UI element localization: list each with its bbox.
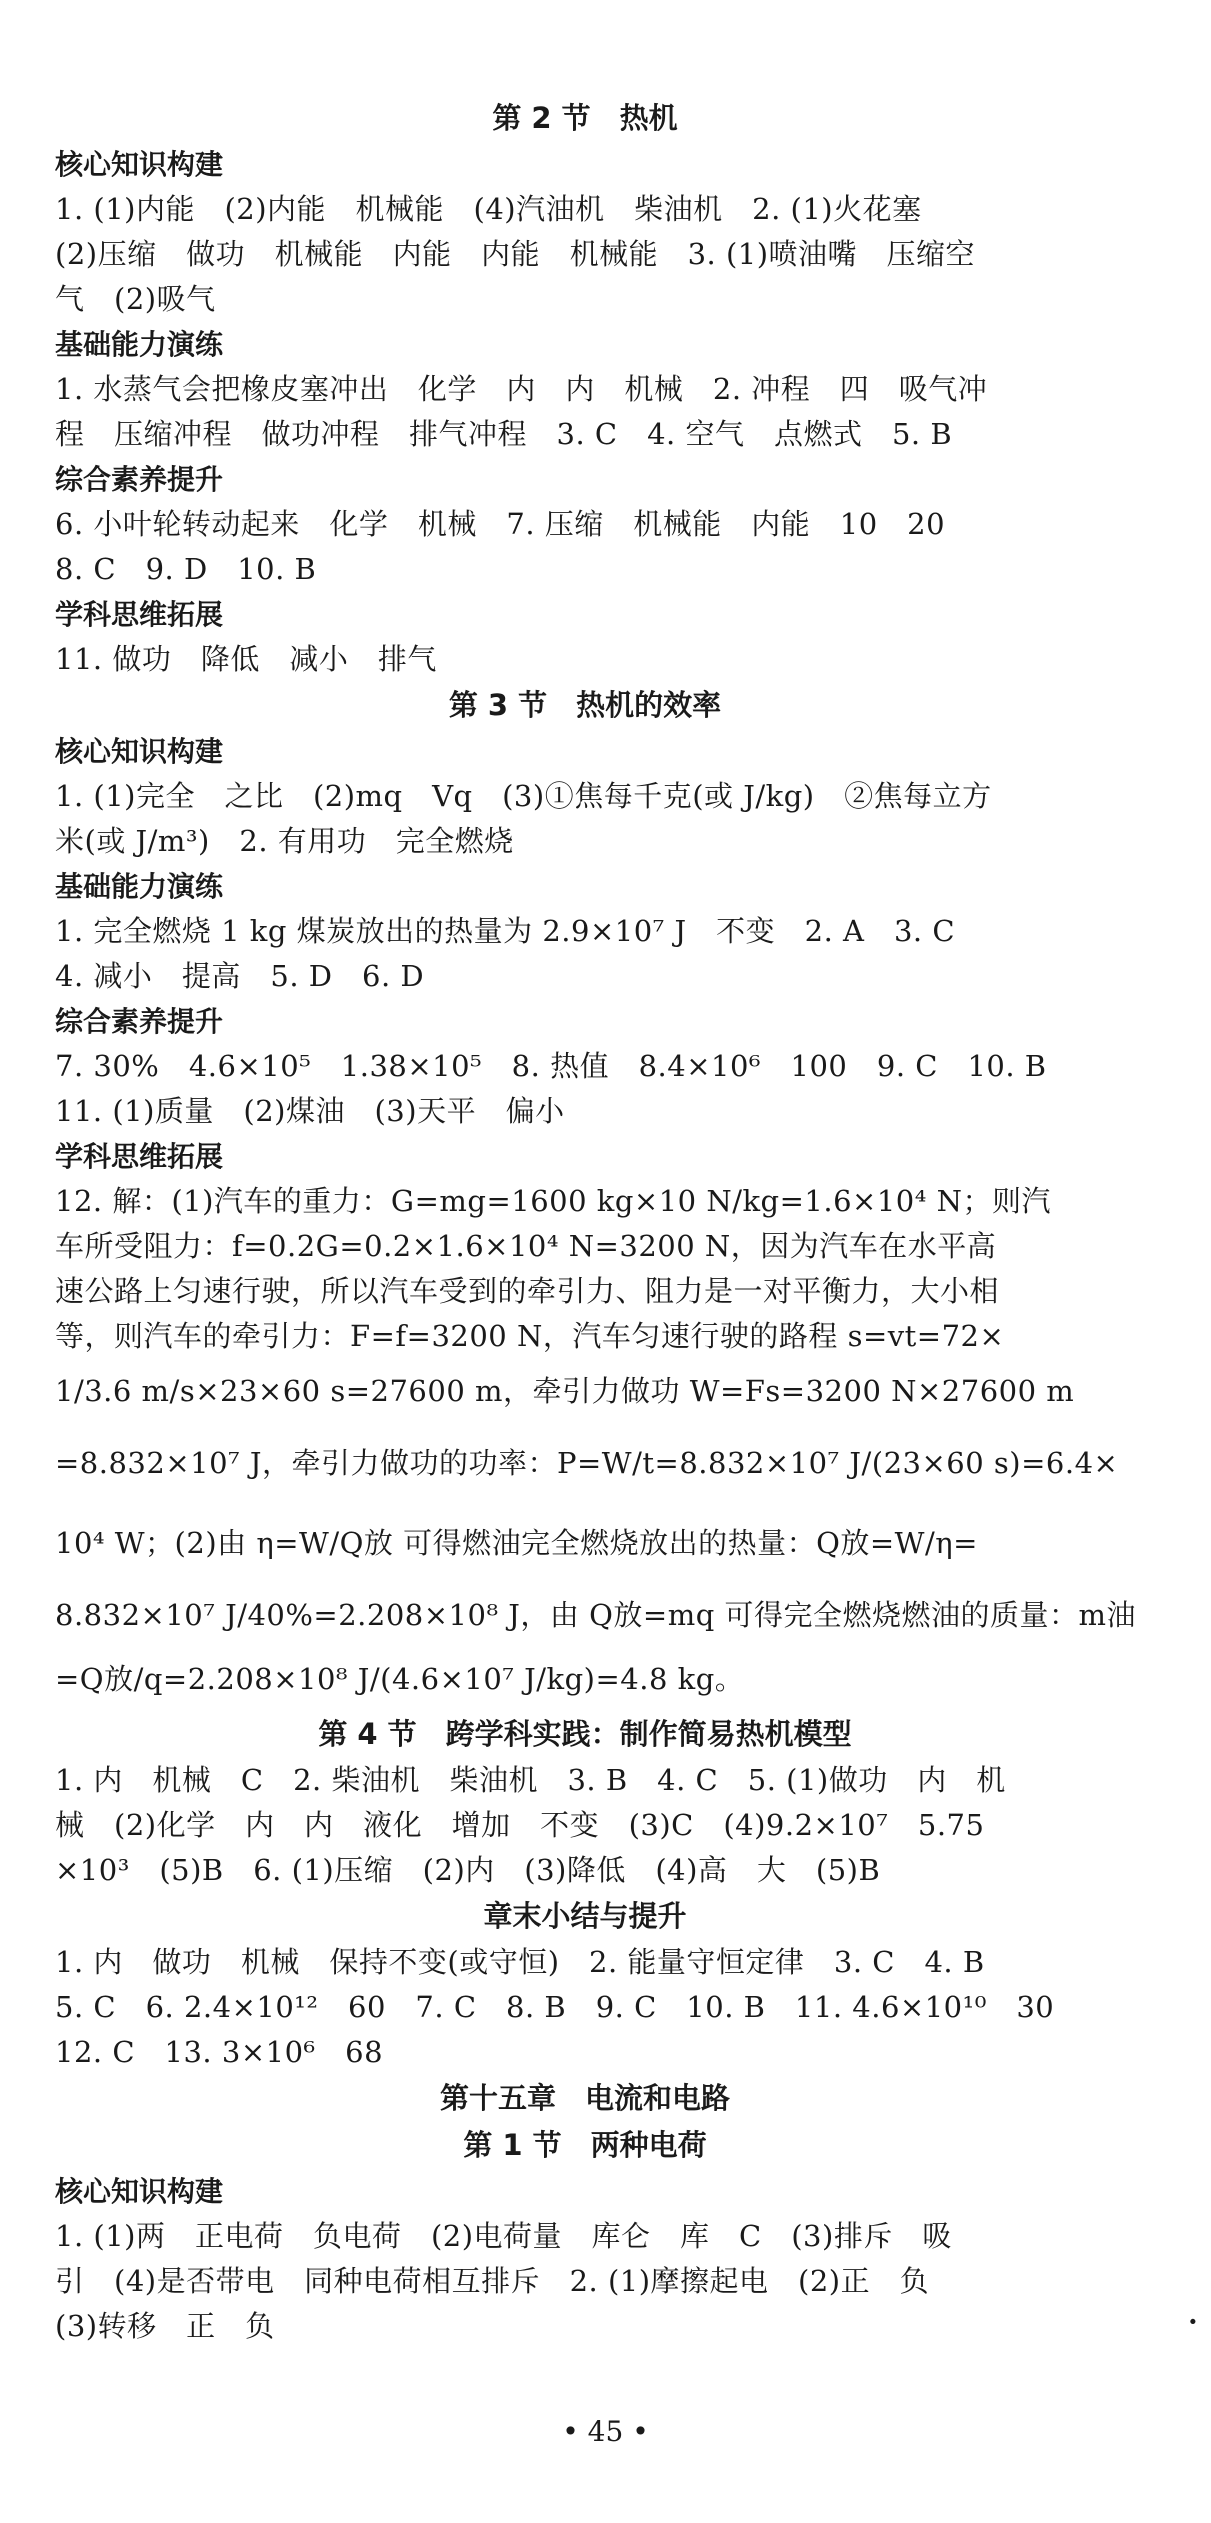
- section-title: 第 2 节 热机: [492, 101, 678, 135]
- subsection-heading: 综合素养提升: [55, 1005, 224, 1038]
- answer-line: 12. 解：(1)汽车的重力：G=mg=1600 kg×10 N/kg=1.6×10⁴ N；则汽: [55, 1184, 1051, 1218]
- section-title: 第 1 节 两种电荷: [463, 2128, 707, 2162]
- answer-line: 1. (1)完全 之比 (2)mq Vq (3)①焦每千克(或 J/kg) ②焦每立方: [55, 779, 992, 813]
- answer-line: 1. 内 做功 机械 保持不变(或守恒) 2. 能量守恒定律 3. C 4. B: [55, 1945, 985, 1979]
- subsection-heading: 核心知识构建: [55, 148, 224, 181]
- answer-line: 12. C 13. 3×10⁶ 68: [55, 2035, 384, 2069]
- answer-line: 8. C 9. D 10. B: [55, 552, 317, 586]
- page-number: • 45 •: [562, 2415, 649, 2448]
- answer-line: =Q放/q=2.208×10⁸ J/(4.6×10⁷ J/kg)=4.8 kg。: [55, 1662, 745, 1696]
- answer-line: 4. 减小 提高 5. D 6. D: [55, 959, 425, 993]
- answer-line: 1. 内 机械 C 2. 柴油机 柴油机 3. B 4. C 5. (1)做功 内 机: [55, 1763, 1006, 1797]
- answer-line: 1. (1)两 正电荷 负电荷 (2)电荷量 库仑 库 C (3)排斥 吸: [55, 2219, 952, 2253]
- subsection-heading: 基础能力演练: [55, 870, 224, 903]
- answer-line: (2)压缩 做功 机械能 内能 内能 机械能 3. (1)喷油嘴 压缩空: [55, 237, 976, 271]
- answer-line: 1. (1)内能 (2)内能 机械能 (4)汽油机 柴油机 2. (1)火花塞: [55, 192, 922, 226]
- answer-line: 引 (4)是否带电 同种电荷相互排斥 2. (1)摩擦起电 (2)正 负: [55, 2264, 930, 2298]
- answer-line: 程 压缩冲程 做功冲程 排气冲程 3. C 4. 空气 点燃式 5. B: [55, 417, 953, 451]
- subsection-heading: 基础能力演练: [55, 328, 224, 361]
- answer-page: [55, 95, 1136, 2349]
- margin-dot: ·: [1188, 2305, 1198, 2338]
- subsection-heading: 核心知识构建: [55, 2175, 224, 2208]
- answer-line: 1. 完全燃烧 1 kg 煤炭放出的热量为 2.9×10⁷ J 不变 2. A 3. C: [55, 914, 956, 948]
- answer-line: 械 (2)化学 内 内 液化 增加 不变 (3)C (4)9.2×10⁷ 5.75: [55, 1808, 985, 1842]
- answer-line: 车所受阻力：f=0.2G=0.2×1.6×10⁴ N=3200 N，因为汽车在水平高: [55, 1229, 997, 1263]
- answer-line: 11. 做功 降低 减小 排气: [55, 642, 437, 676]
- answer-line: 气 (2)吸气: [55, 282, 216, 316]
- section-title: 第十五章 电流和电路: [439, 2081, 730, 2115]
- answer-line: 速公路上匀速行驶，所以汽车受到的牵引力、阻力是一对平衡力，大小相: [55, 1274, 1000, 1308]
- answer-line: 11. (1)质量 (2)煤油 (3)天平 偏小: [55, 1094, 565, 1128]
- section-title: 章末小结与提升: [483, 1899, 687, 1933]
- answer-line: ×10³ (5)B 6. (1)压缩 (2)内 (3)降低 (4)高 大 (5)B: [55, 1853, 881, 1887]
- answer-line: 10⁴ W；(2)由 η=W/Q放 可得燃油完全燃烧放出的热量：Q放=W/η=: [55, 1526, 978, 1560]
- answer-line: 1. 水蒸气会把橡皮塞冲出 化学 内 内 机械 2. 冲程 四 吸气冲: [55, 372, 988, 406]
- answer-line: 5. C 6. 2.4×10¹² 60 7. C 8. B 9. C 10. B 11. 4.6×10¹⁰ 30: [55, 1990, 1055, 2024]
- answer-line: 等，则汽车的牵引力：F=f=3200 N，汽车匀速行驶的路程 s=vt=72×: [55, 1319, 1005, 1353]
- answer-line: (3)转移 正 负: [55, 2309, 275, 2343]
- answer-line: 8.832×10⁷ J/40%=2.208×10⁸ J，由 Q放=mq 可得完全燃烧燃油的质量：m油: [55, 1598, 1136, 1632]
- section-title: 第 3 节 热机的效率: [448, 688, 722, 722]
- subsection-heading: 学科思维拓展: [55, 1140, 224, 1173]
- section-title: 第 4 节 跨学科实践：制作简易热机模型: [318, 1717, 852, 1751]
- answer-line: 6. 小叶轮转动起来 化学 机械 7. 压缩 机械能 内能 10 20: [55, 507, 946, 541]
- answer-line: =8.832×10⁷ J，牵引力做功的功率：P=W/t=8.832×10⁷ J/(23×60 s)=6.4×: [55, 1446, 1119, 1480]
- answer-line: 7. 30% 4.6×10⁵ 1.38×10⁵ 8. 热值 8.4×10⁶ 100 9. C 10. B: [55, 1049, 1047, 1083]
- subsection-heading: 学科思维拓展: [55, 598, 224, 631]
- answer-line: 1/3.6 m/s×23×60 s=27600 m，牵引力做功 W=Fs=3200 N×27600 m: [55, 1374, 1075, 1408]
- subsection-heading: 核心知识构建: [55, 735, 224, 768]
- answer-line: 米(或 J/m³) 2. 有用功 完全燃烧: [55, 824, 514, 858]
- subsection-heading: 综合素养提升: [55, 463, 224, 496]
